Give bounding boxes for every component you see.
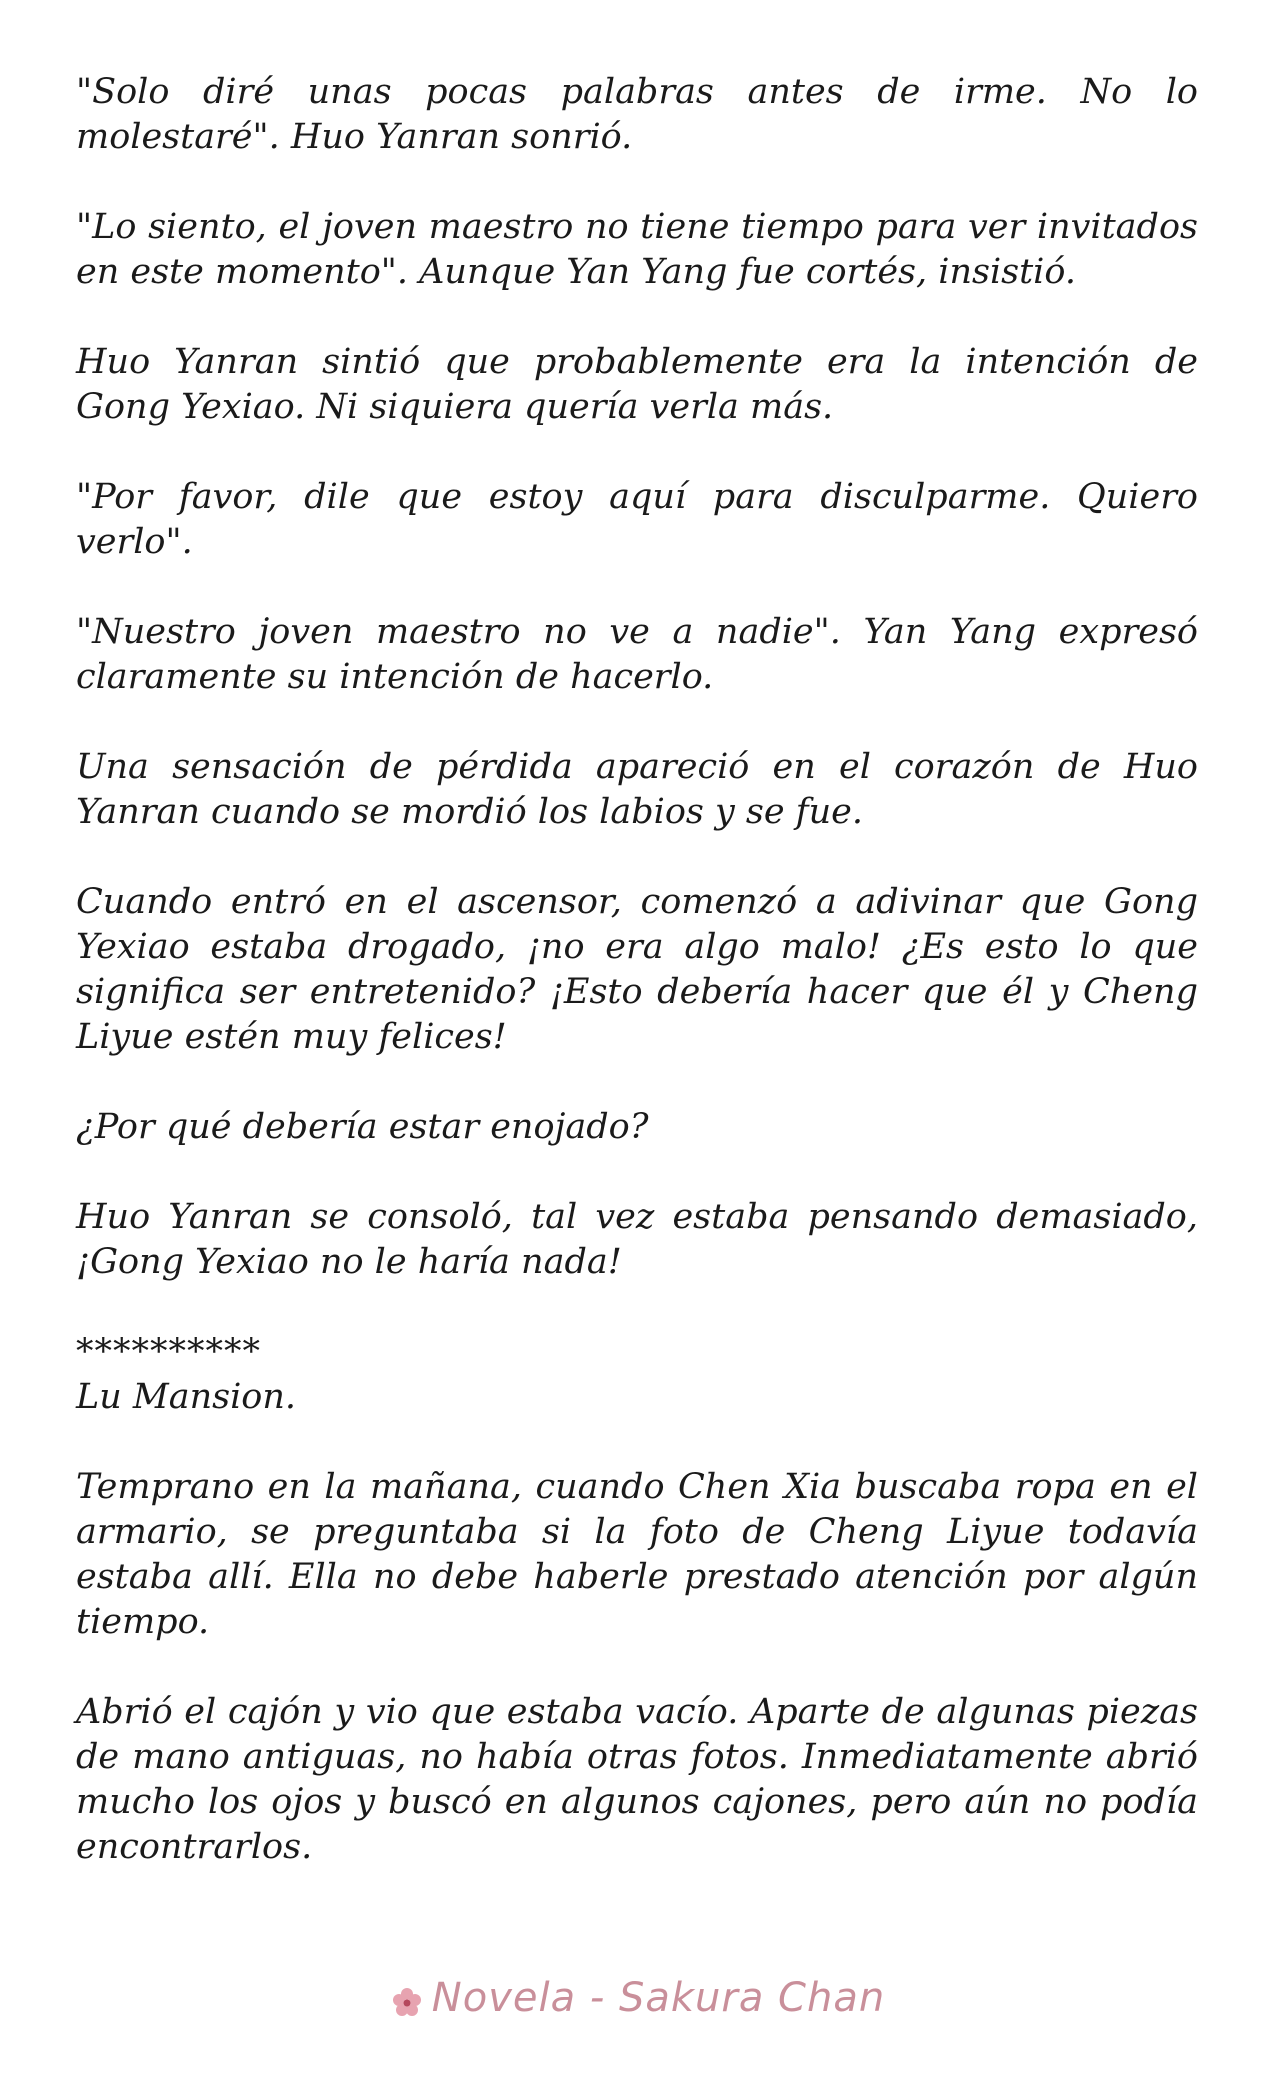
watermark-text: Novela - Sakura Chan <box>431 1975 886 2021</box>
scene-heading: Lu Mansion. <box>76 1377 297 1417</box>
paragraph-9: Huo Yanran se consoló, tal vez estaba pensando demasiado, ¡Gong Yexiao no le haría nada! <box>76 1197 1198 1282</box>
chapter-text <box>76 70 1198 1870</box>
paragraph-6: Una sensación de pérdida apareció en el corazón de Huo Yanran cuando se mordió los labios y se fue. <box>76 747 1198 832</box>
paragraph-10: Temprano en la mañana, cuando Chen Xia buscaba ropa en el armario, se preguntaba si la foto de Cheng Liyue todavía estaba allí. Ella no debe haberle prestado atención por algún tiempo. <box>76 1467 1198 1642</box>
paragraph-1: "Solo diré unas pocas palabras antes de irme. No lo molestaré". Huo Yanran sonrió. <box>76 72 1198 157</box>
paragraph-5: "Nuestro joven maestro no ve a nadie". Yan Yang expresó claramente su intención de hacerlo. <box>76 612 1198 697</box>
sakura-blossom-icon <box>390 1983 424 2017</box>
paragraph-11: Abrió el cajón y vio que estaba vacío. Aparte de algunas piezas de mano antiguas, no había otras fotos. Inmediatamente abrió mucho los ojos y buscó en algunos cajones, pero aún no podía encontrarlos. <box>76 1692 1198 1867</box>
paragraph-4: "Por favor, dile que estoy aquí para disculparme. Quiero verlo". <box>76 477 1198 562</box>
paragraph-3: Huo Yanran sintió que probablemente era la intención de Gong Yexiao. Ni siquiera quería verla más. <box>76 342 1198 427</box>
scene-separator: ********** <box>76 1332 261 1372</box>
paragraph-8: ¿Por qué debería estar enojado? <box>76 1107 649 1147</box>
paragraph-7: Cuando entró en el ascensor, comenzó a adivinar que Gong Yexiao estaba drogado, ¡no era algo malo! ¿Es esto lo que significa ser entretenido? ¡Esto debería hacer que él y Cheng Liyue estén muy felices! <box>76 882 1198 1057</box>
paragraph-2: "Lo siento, el joven maestro no tiene tiempo para ver invitados en este momento". Aunque Yan Yang fue cortés, insistió. <box>76 207 1198 292</box>
watermark <box>0 1975 1275 2021</box>
